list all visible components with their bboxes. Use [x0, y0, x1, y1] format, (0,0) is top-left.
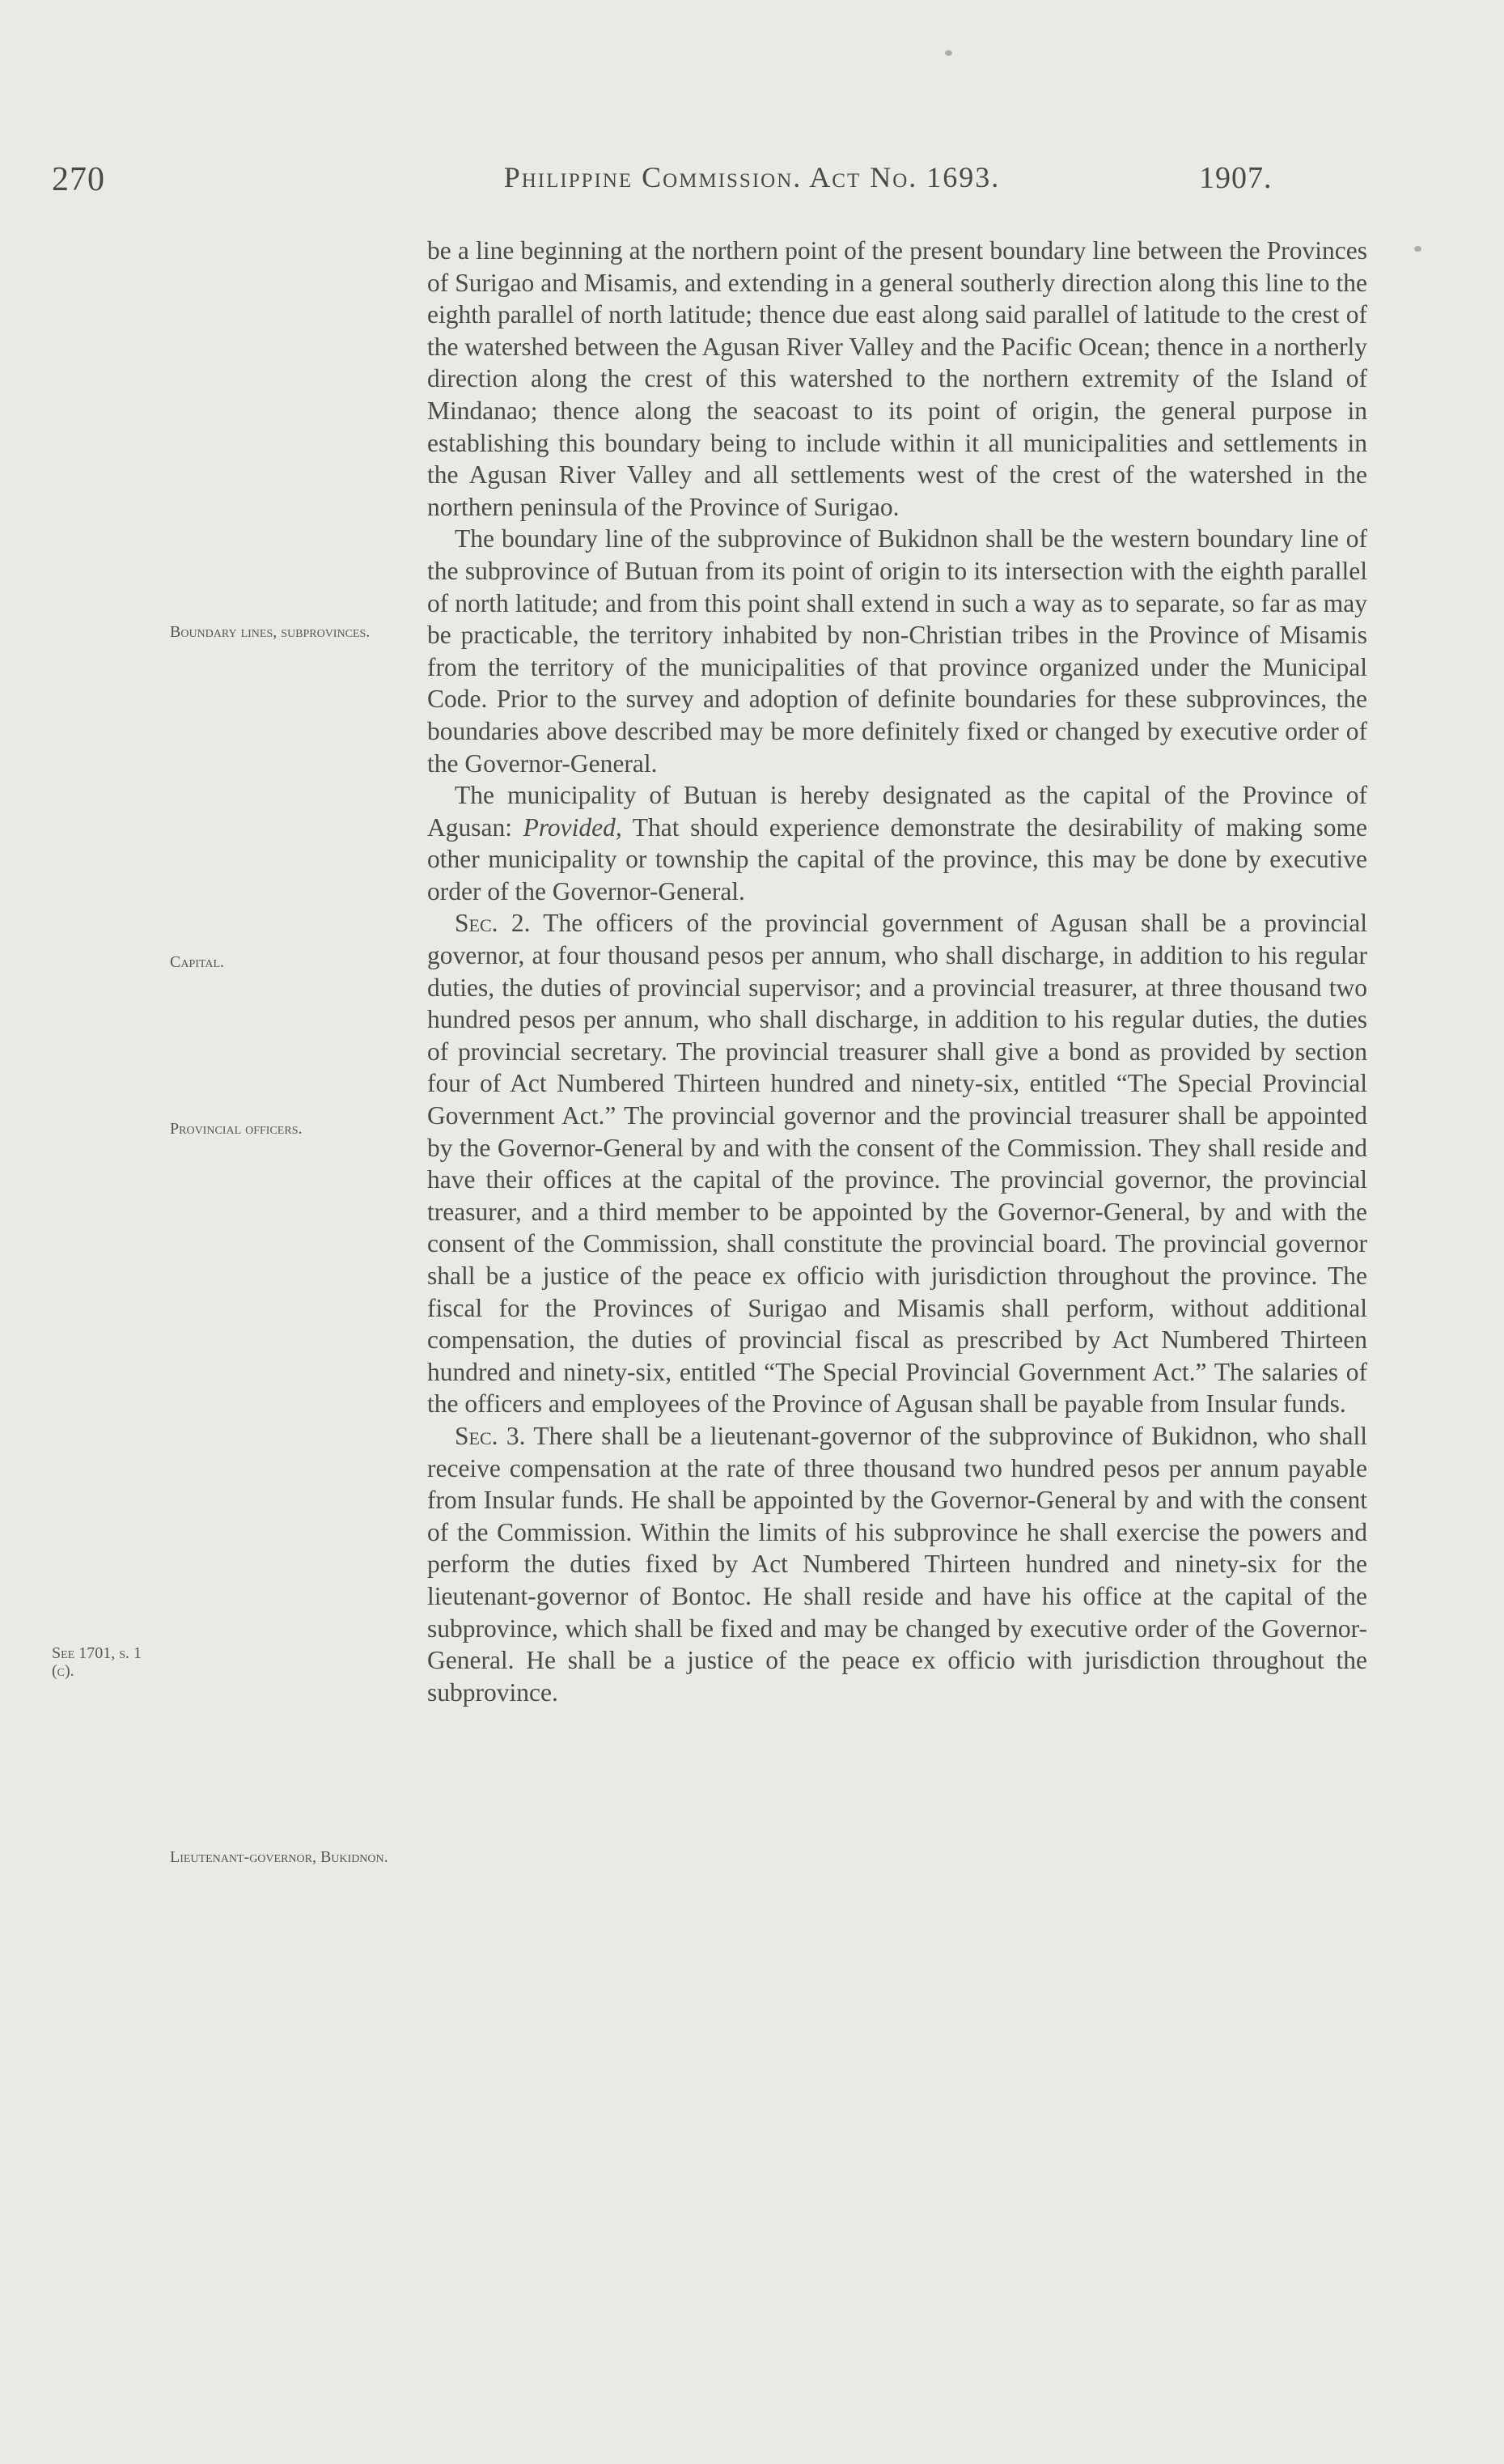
margin-note-cross-reference: See 1701, s. 1 (c). — [52, 1644, 142, 1680]
margin-note-provincial-officers: Provincial officers. — [170, 1120, 303, 1138]
paragraph-section-3 — [427, 1420, 1367, 1708]
page-number: 270 — [52, 161, 105, 198]
margin-note-capital: Capital. — [170, 953, 224, 971]
running-year: 1907. — [1199, 161, 1273, 195]
section-2-text: The officers of the provincial government of Agusan shall be a provincial governor, at four thousand pesos per annum, who shall discharge, in addition to his regular duties, the duties of provincial supervisor; and a provincial treasurer, at three thousand two hundred pesos per annum, who shall discharge, in addition to his regular duties, the duties of provincial secretary. The provincial treasurer shall give a bond as provided by section four of Act Numbered Thirteen hundred and ninety-six, entitled “The Special Provincial Government Act.” The provincial governor and the provincial treasurer shall be appointed by the Governor-General by and with the consent of the Commission. They shall reside and have their offices at the capital of the province. The provincial governor, the provincial treasurer, and a third member to be appointed by the Governor-General, by and with the consent of the Commission, shall constitute the provincial board. The provincial governor shall be a justice of the peace ex officio with jurisdiction throughout the province. The fiscal for the Provinces of Surigao and Misamis shall perform, without additional compensation, the duties of provincial fiscal as prescribed by Act Numbered Thirteen hundred and ninety-six, entitled “The Special Provincial Government Act.” The salaries of the officers and employees of the Province of Agusan shall be payable from Insular funds. — [427, 909, 1367, 1419]
section-3-label: Sec. 3. — [455, 1421, 526, 1450]
body-text — [427, 235, 1367, 1708]
running-title: Philippine Commission. Act No. 1693. — [503, 161, 1001, 193]
paragraph-boundary-bukidnon: The boundary line of the subprovince of Bukidnon shall be the western boundary line of the subprovince of Butuan from its point of origin to its intersection with the eighth parallel of north latitude; and from this point shall extend in such a way as to separate, so far as may be practicable, the territory inhabited by non-Christian tribes in the Province of Misamis from the territory of the municipalities of that province organized under the Municipal Code. Prior to the survey and adoption of definite boundaries for these subprovinces, the boundaries above described may be more definitely fixed or changed by executive order of the Governor-General. — [427, 524, 1367, 778]
print-speck — [1414, 246, 1421, 252]
margin-note-lieutenant-governor: Lieutenant-governor, Bukidnon. — [170, 1848, 388, 1866]
margin-note-boundary: Boundary lines, subprovinces. — [170, 623, 371, 641]
running-header — [0, 160, 1504, 194]
paragraph-capital — [427, 779, 1367, 907]
section-2-label: Sec. 2. — [455, 909, 531, 938]
provided-clause: Provided, — [523, 812, 622, 842]
print-speck — [945, 50, 952, 56]
section-3-text: There shall be a lieutenant-governor of the subprovince of Bukidnon, who shall receive compensation at the rate of three thousand two hundred pesos per annum payable from Insular funds. He shall be appointed by the Governor-General by and with the consent of the Commission. Within the limits of his subprovince he shall exercise the powers and perform the duties fixed by Act Numbered Thirteen hundred and ninety-six for the lieutenant-governor of Bontoc. He shall reside and have his office at the capital of the subprovince, which shall be fixed and may be changed by executive order of the Governor-General. He shall be a justice of the peace ex officio with jurisdiction throughout the subprovince. — [427, 1421, 1367, 1707]
capital-text-start: The municipality of Butuan is hereby designated as the capital of the Province of Agusan: — [427, 781, 1367, 842]
paragraph-section-2 — [427, 907, 1367, 1420]
capital-text-end: That should experience demonstrate the desirability of making some other municipality or township the capital of the province, this may be done by executive order of the Governor-General. — [427, 812, 1367, 905]
paragraph-boundary-agusan: be a line beginning at the northern point of the present boundary line between the Provinces of Surigao and Misamis, and extending in a general southerly direction along this line to the eighth parallel of north latitude; thence due east along said parallel of latitude to the crest of the watershed between the Agusan River Valley and the Pacific Ocean; thence in a northerly direction along the crest of this watershed to the northern extremity of the Island of Mindanao; thence along the seacoast to its point of origin, the general purpose in establishing this boundary being to include within it all municipalities and settlements in the Agusan River Valley and all settlements west of the crest of the watershed in the northern peninsula of the Province of Surigao. — [427, 236, 1367, 521]
